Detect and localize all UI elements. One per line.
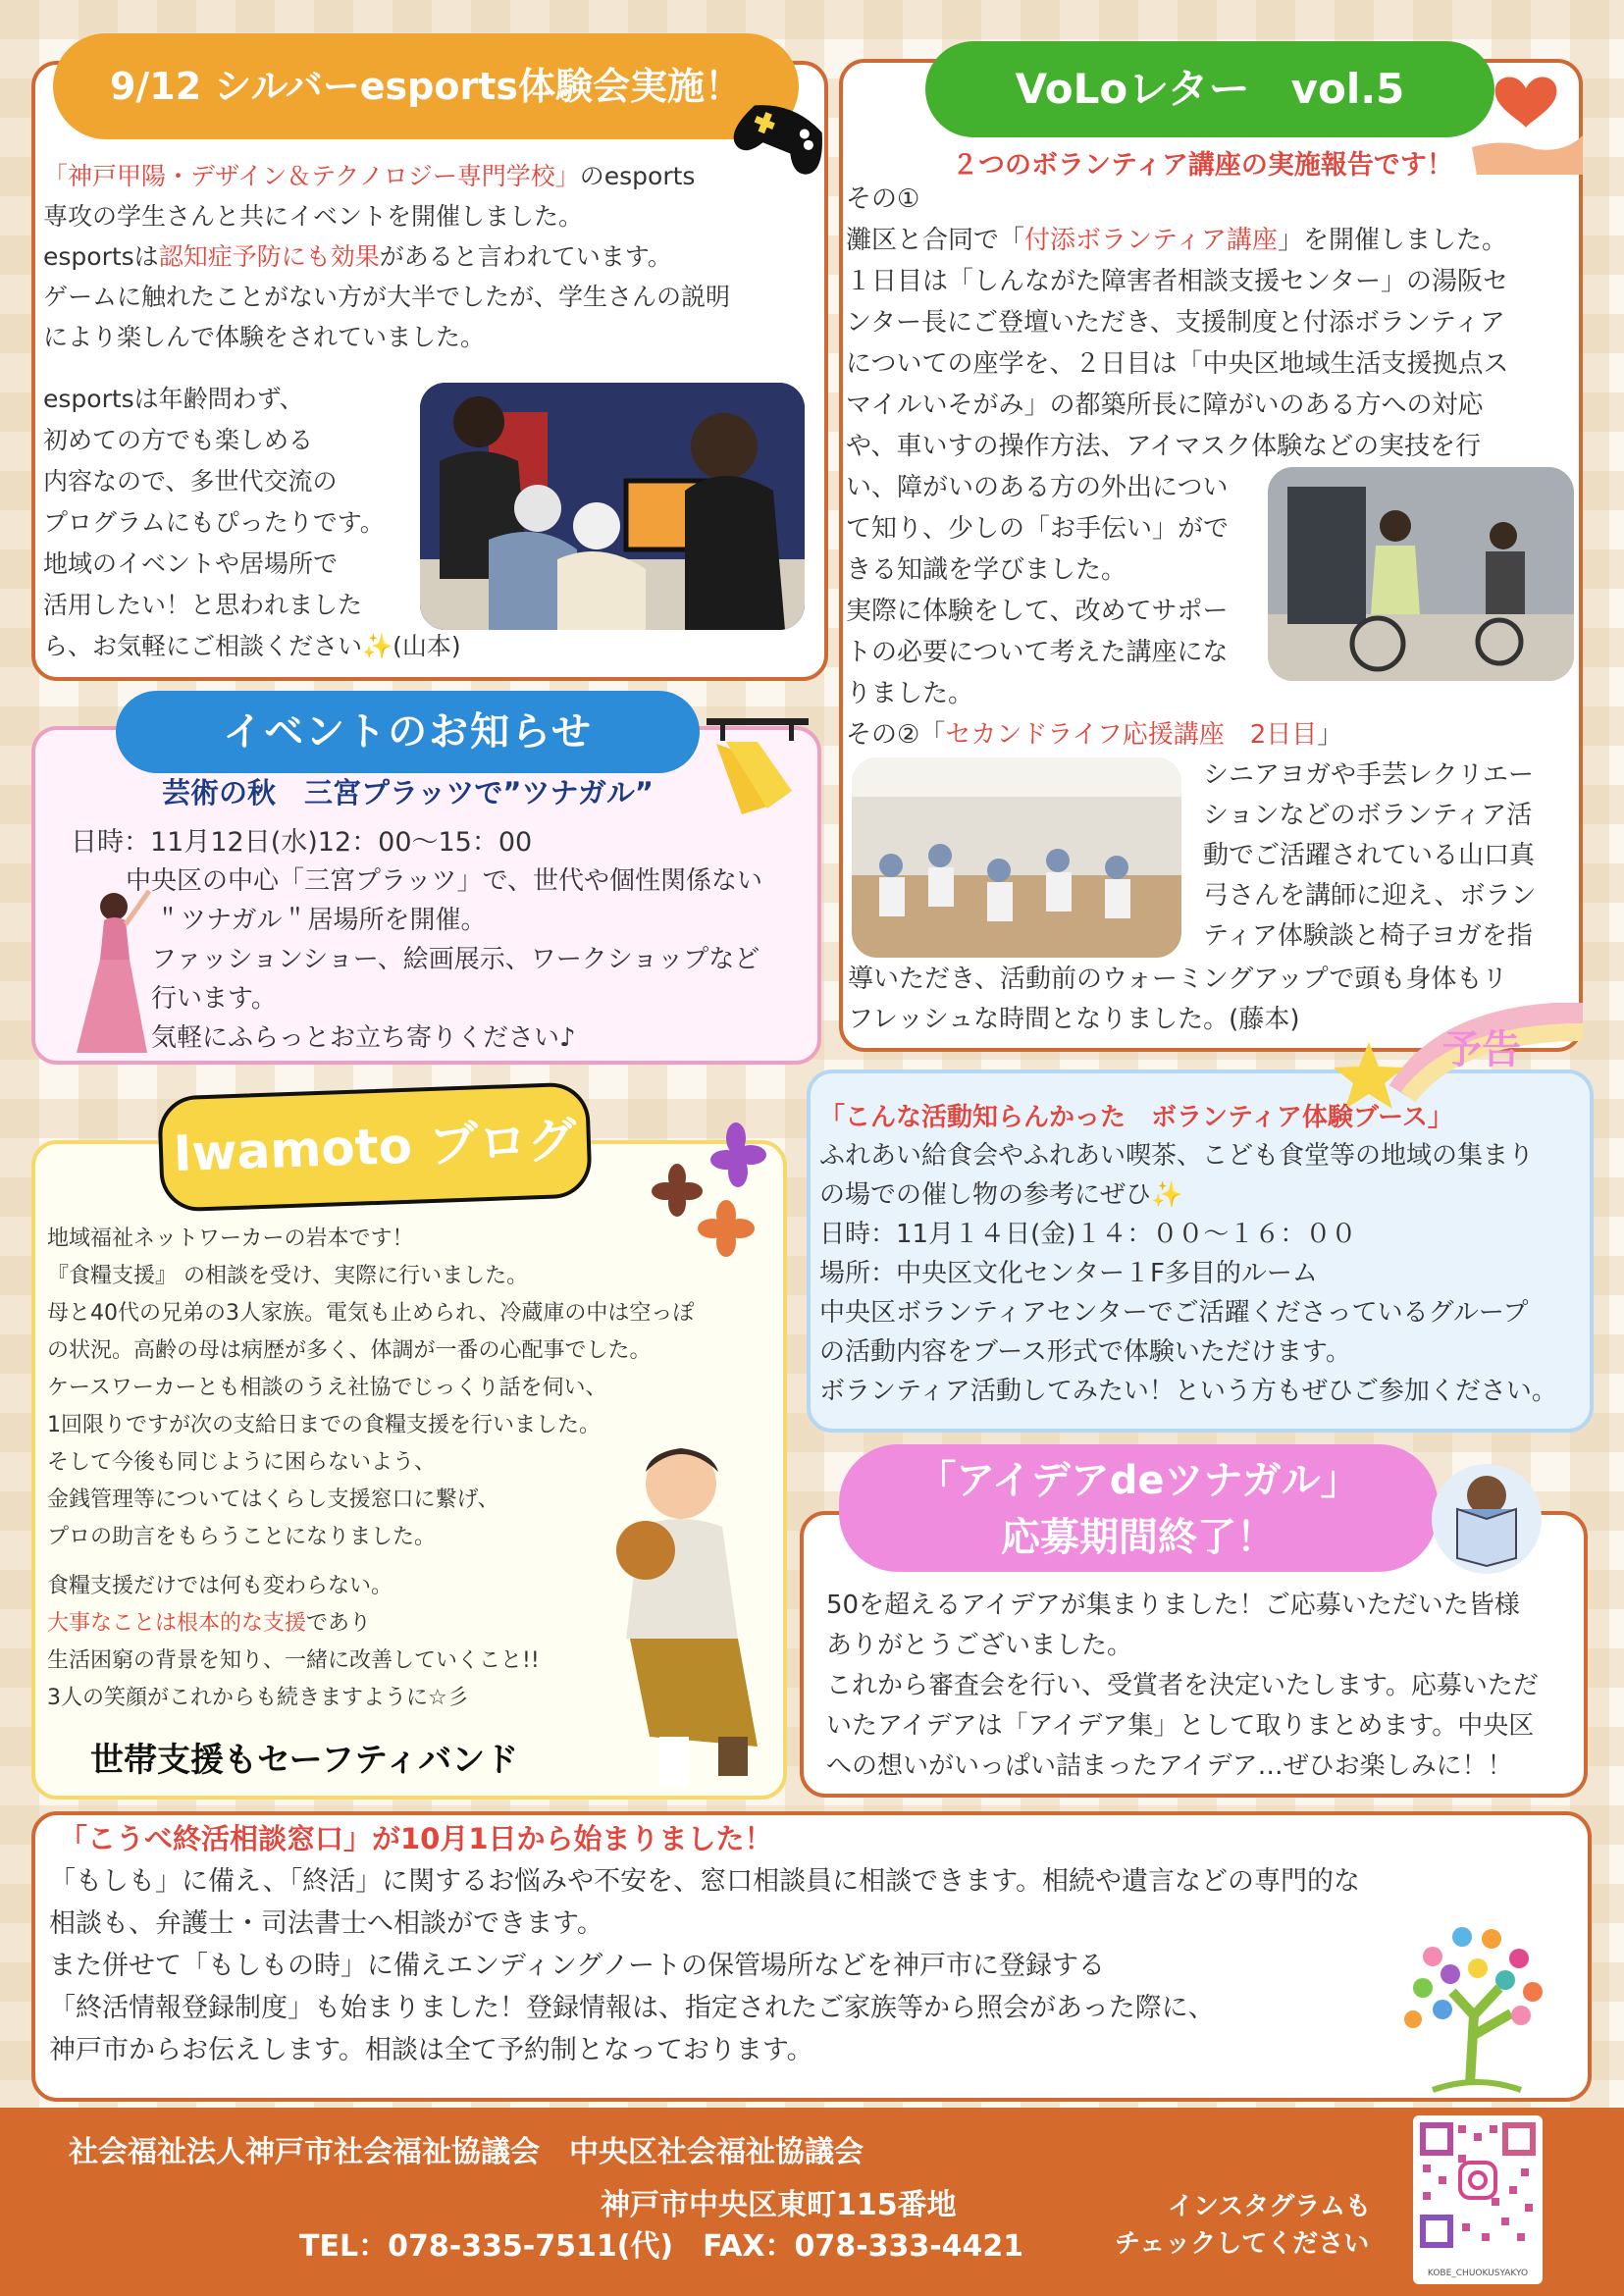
volo-body-2: シニアヨガや手芸レクリエー ションなどのボランティア活 動でご活躍されている山口真 弓さんを講師に迎え、ボラン ティア体験談と椅子ヨガを指 [1203,760,1537,951]
volo-title-pill [925,41,1494,137]
reading-person-icon [1428,1460,1545,1578]
esports-photo [420,383,805,630]
footer-address: 神戸市中央区東町115番地 [601,2188,957,2222]
qr-caption: KOBE_CHUOKUSYAKYO [1427,2269,1529,2278]
author-illustration [591,1442,783,1796]
footer-tel-fax: TEL：078-335-7511(代) FAX：078-333-4421 [299,2229,1024,2264]
esports-body: 「神戸甲陽・デザイン＆テクノロジー専門学校」のesports 専攻の学生さんと共にイベントを開催しました。 esportsは認知症予防にも効果があると言われています。 ゲームに触れたことがない方が大半でしたが、学生さんの説明 により楽しんで体験をされていました。 [43,162,731,351]
yoga-photo [852,757,1181,958]
yokoku-title: 「こんな活動知らんかった ボランティア体験ブース」 [819,1103,1453,1132]
yokoku-badge: 予告 [1442,1027,1521,1072]
blog-signature: 世帯支援もセーフティバンド [90,1741,519,1780]
yokoku-body: ふれあい給食会やふれあい喫茶、こども食堂等の地域の集まり の場での催し物の参考にぜひ✨ 日時：11月１４日(金)１４：００〜１６：００ 場所：中央区文化センター１F多目的ルーム 中央区ボランティアセンターでご活躍くださっているグループ の活動内容をブース形式で体験いただけます。 ボランティア活動してみたい！という方もぜひご参加ください。 [819,1141,1557,1406]
idea-title-pill [839,1444,1438,1572]
instagram-qr-code[interactable] [1413,2115,1543,2284]
volo-subtitle: ２つのボランティア講座の実施報告です！ [952,150,1453,181]
blog-highlight: 大事なことは根本的な支援 [47,1611,307,1636]
heart-hand-icon [1467,59,1585,177]
blog-title-pill [157,1081,593,1212]
shukatsu-body: 「もしも」に備え、「終活」に関するお悩みや不安を、窓口相談員に相談できます。相続や遺言などの専門的な 相談も、弁護士・司法書士へ相談ができます。 また併せて「もしもの時」に備えエンディングノートの保管場所などを神戸市に登録する 「終活情報登録制度」も始まりました！登録情報は、指定されたご家族等から照会があった際に、 神戸市からお伝えします。相談は全て予約制となっております。 [49,1866,1360,2065]
esports-title-pill [53,33,799,139]
event-subtitle: 芸術の秋 三宮プラッツで”ツナガル” [162,776,654,809]
footer-org: 社会福祉法人神戸市社会福祉協議会 中央区社会福祉協議会 [69,2135,864,2169]
footer-insta-2: チェックしてください [1115,2229,1370,2259]
esports-school-name: 「神戸甲陽・デザイン＆テクノロジー専門学校」 [43,162,580,190]
blog-body: 地域福祉ネットワーカーの岩本です！ 『食糧支援』 の相談を受け、実際に行いました。 母と40代の兄弟の3人家族。電気も止められ、冷蔵庫の中は空っぽ の状況。高齢の母は病歴が多く、体調が一番の心配事でした。 ケースワーカーとも相談のうえ社協でじっくり話を伺い、 1回限りですが次の支給日までの食糧支援を行いました。 そして今後も同じように困らないよう、 金銭管理等についてはくらし支援窓口に繋げ、 プロの助言をもらうことになりました。 食糧支援だけでは何も変わらない。 大事なことは根本的な支援であり 生活困窮の背景を知り、一緒に改善していくこと!! 3人の笑顔がこれからも続きますように☆彡 [47,1226,695,1710]
dancer-illustration [71,881,159,1058]
volo-title: VoLoレター vol.5 [1015,65,1405,113]
event-body: 中央区の中心「三宮プラッツ」で、世代や個性関係ない ＂ツナガル＂居場所を開催。 ファッションショー、絵画展示、ワークショップなど 行います。 気軽にふらっとお立ち寄りください♪ [126,866,762,1053]
spotlight-icon [699,712,816,820]
blog-title: Iwamoto ブログ [172,1111,578,1183]
event-title: イベントのお知らせ [223,709,593,755]
event-title-pill [116,691,700,773]
heart-tree-icon [1393,1917,1560,2094]
idea-body: 50を超えるアイデアが集まりました！ご応募いただいた皆様 ありがとうございました。 これから審査会を行い、受賞者を決定いたします。応募いただ いたアイデアは「アイデア集」として取りまとめます。中央区 への想いがいっぱい詰まったアイデア…ぜひお楽しみに！！ [826,1591,1539,1781]
volo-body-1: その① 灘区と合同で「付添ボランティア講座」を開催しました。 １日目は「しんながた障害者相談支援センター」の湯阪セ ンター長にご登壇いただき、支援制度と付添ボランティア についての座学を、２日目は「中央区地域生活支援拠点ス マイルいそがみ」の都築所長に障がいのある方への対応 や、車いすの操作方法、アイマスク体験などの実技を行 い、障がいのある方の外出につい て知り、少しの「お手伝い」がで きる知識を学びました。 実際に体験をして、改めてサポー トの必要について考えた講座にな りました。 その②「セカンドライフ応援講座 2日目」 [846,184,1509,750]
esports-side-text: esportsは年齢問わず、 初めての方でも楽しめる 内容なので、多世代交流の プログラムにもぴったりです。 地域のイベントや居場所で 活用したい！と思われました ら、お気軽にご相談ください✨(山本) [43,385,461,660]
esports-title: 9/12 シルバーesports体験会実施！ [109,65,743,108]
wheelchair-photo [1268,467,1574,681]
shukatsu-title: 「こうべ終活相談窓口」が10月1日から始まりました！ [59,1822,773,1855]
volo-body-3: 導いただき、活動前のウォーミングアップで頭も身体もリ フレッシュな時間となりました。(藤本) [848,965,1508,1034]
idea-title-1: 「アイデアdeツナガル」 [917,1458,1360,1503]
esports-highlight: 認知症予防にも効果 [158,242,380,271]
idea-title-2: 応募期間終了！ [1001,1515,1276,1560]
footer-insta-1: インスタグラムも [1168,2192,1371,2221]
event-date: 日時：11月12日(水)12：00〜15：00 [71,827,533,858]
